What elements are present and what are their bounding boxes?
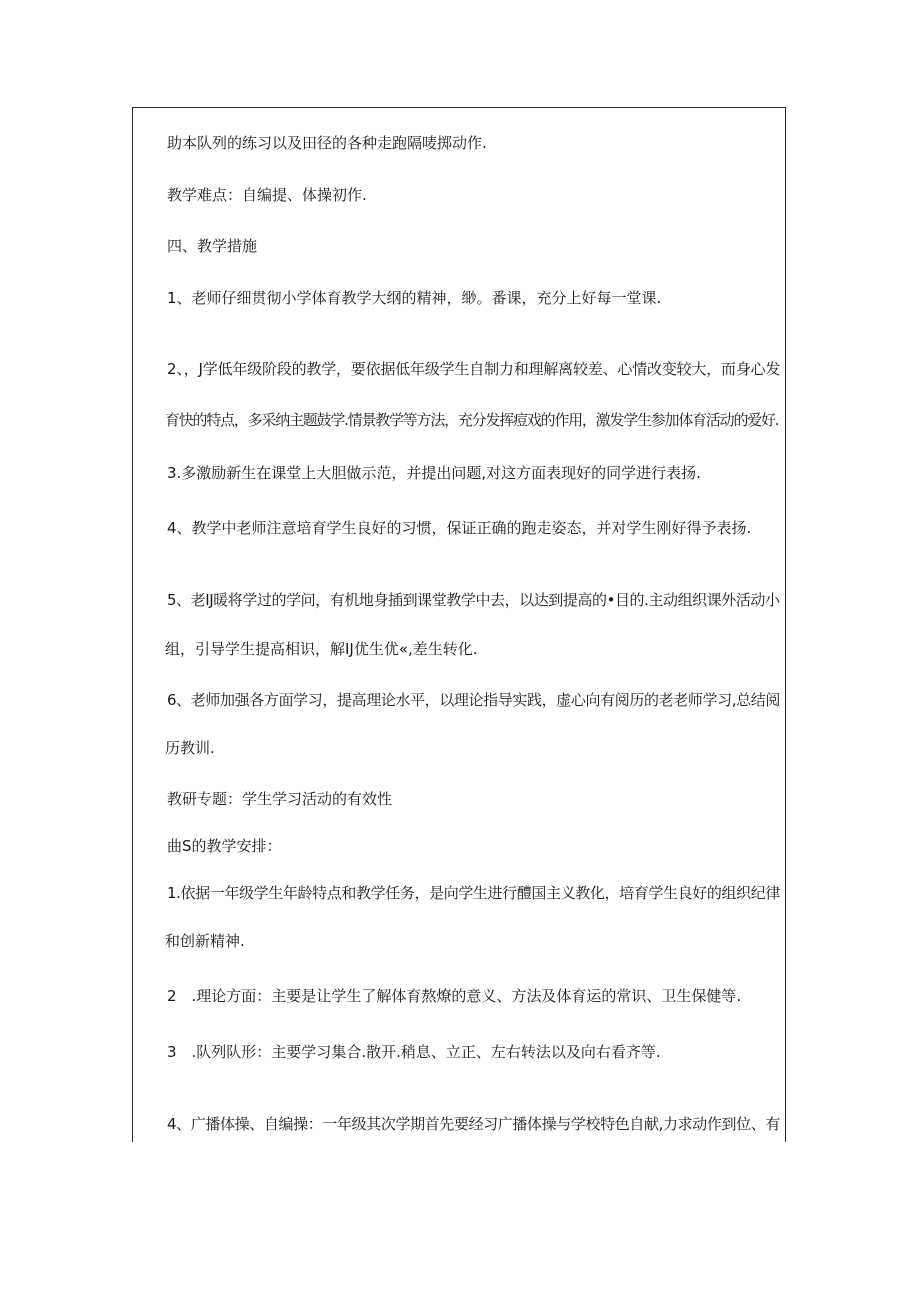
text-line: 4、教学中老师注意培育学生良好的习惯，保证正确的跑走姿态，并对学生刚好得予表扬. — [167, 519, 752, 537]
text-line: 3.多激励新生在课堂上大胆做示范，并提出问题,对这方面表现好的同学进行表扬. — [167, 464, 701, 482]
text-line: 组，引导学生提高相识，解IJ优生优«,差生转化. — [165, 640, 478, 658]
text-line: 助本队列的练习以及田径的各种走跑隔唛掷动作. — [167, 134, 487, 152]
text-line: 曲S的教学安排： — [167, 837, 282, 855]
text-line: 2、，J学低年级阶段的教学，要依据低年级学生自制力和理解离较差、心情改变较大，而身心发 — [167, 360, 781, 378]
text-line: 1.依据一年级学生年龄特点和教学任务，是向学生进行醴国主义教化，培育学生良好的组织纪律 — [167, 884, 780, 902]
text-line: 3 .队列队形：主要学习集合.散开.稍息、立正、左右转法以及向右看齐等. — [167, 1043, 661, 1061]
text-line: 1、老师仔细贯彻小学体育教学大纲的精神，缈。番课，充分上好每一堂课. — [167, 289, 662, 307]
text-line: 教学难点：自编提、体操初作. — [167, 186, 367, 204]
text-line: 2 .理论方面：主要是让学生了解体育熬燎的意义、方法及体育运的常识、卫生保健等. — [167, 987, 742, 1005]
text-line: 4、广播体操、自编操：一年级其次学期首先要经习广播体操与学校特色自献,力求动作到位、有 — [167, 1115, 780, 1133]
section-heading: 四、教学措施 — [167, 237, 258, 255]
text-line: 教研专题：学生学习活动的有效性 — [167, 790, 393, 808]
text-line: 6、老师加强各方面学习，提高理论水平，以理论指导实践，虚心向有阅历的老老师学习,总结阅 — [167, 691, 780, 709]
text-line: 育快的特点，多采纳主题鼓学.情景教学等方法，充分发挥痘戏的作用，激发学生参加体育活动的爱好. — [165, 411, 779, 429]
text-line: 历教训. — [165, 739, 215, 757]
text-line: 5、老IJ暖将学过的学问，有机地身插到课堂教学中去，以达到提高的•目的.主动组织课外活动小 — [167, 591, 780, 609]
text-line: 和创新精神. — [165, 932, 245, 950]
